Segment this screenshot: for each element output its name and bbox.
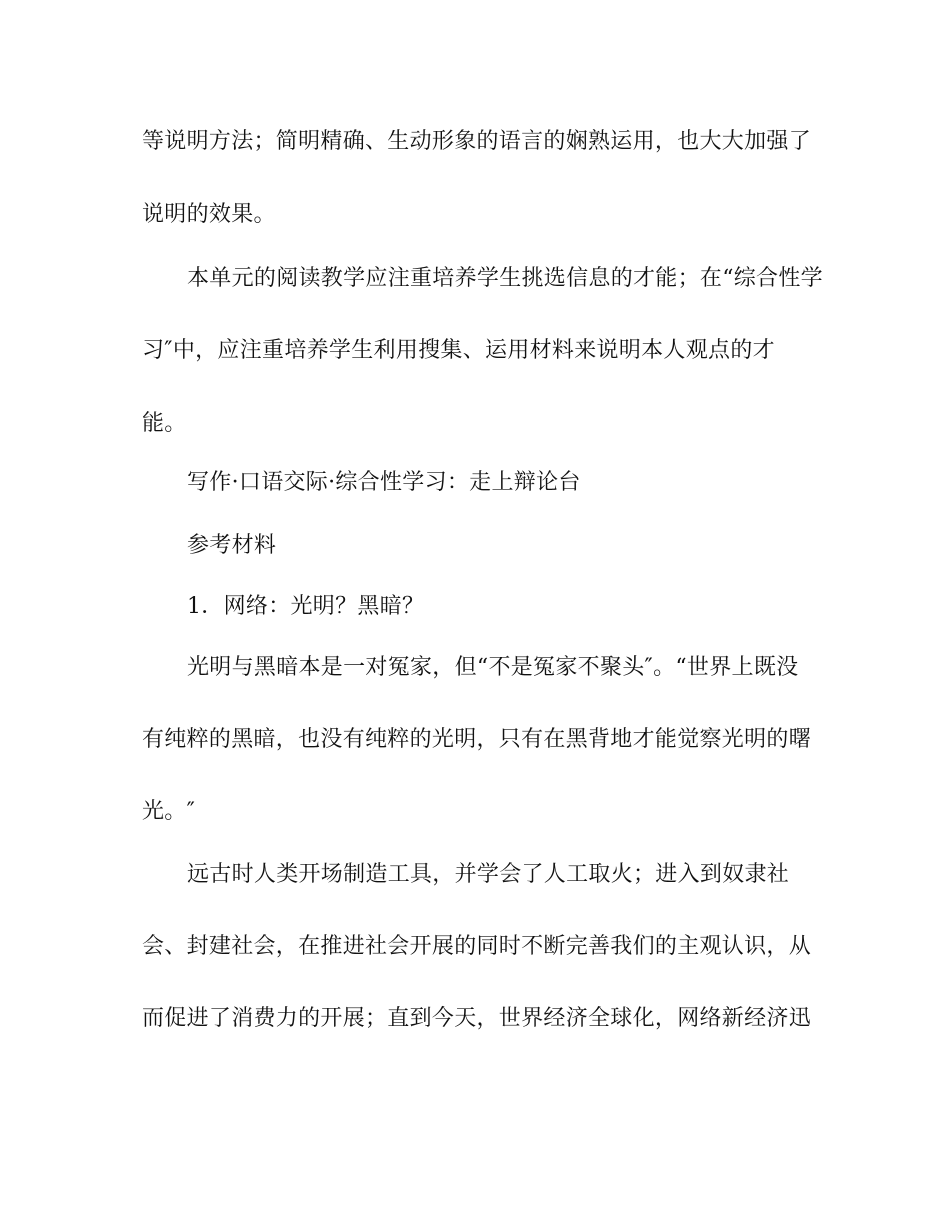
paragraph-line: 有纯粹的黑暗，也没有纯粹的光明，只有在黑背地才能觉察光明的曙	[142, 727, 812, 752]
paragraph-line: 等说明方法；简明精确、生动形象的语言的娴熟运用，也大大加强了	[142, 129, 812, 154]
paragraph-line: 说明的效果。	[142, 202, 276, 227]
paragraph-line: 远古时人类开场制造工具，并学会了人工取火；进入到奴隶社	[187, 862, 790, 887]
paragraph-line: 光明与黑暗本是一对冤家，但“不是冤家不聚头″。“世界上既没	[187, 655, 799, 680]
paragraph-line: 习″中，应注重培养学生利用搜集、运用材料来说明本人观点的才	[142, 338, 775, 363]
section-heading: 写作·口语交际·综合性学习：走上辩论台	[187, 470, 581, 495]
paragraph-line: 本单元的阅读教学应注重培养学生挑选信息的才能；在“综合性学	[187, 266, 823, 291]
paragraph-line: 而促进了消费力的开展；直到今天，世界经济全球化，网络新经济迅	[142, 1006, 812, 1031]
subsection-heading: 参考材料	[187, 533, 277, 558]
item-heading: 1．网络：光明？黑暗？	[187, 594, 425, 619]
paragraph-line: 会、封建社会，在推进社会开展的同时不断完善我们的主观认识，从	[142, 934, 812, 959]
paragraph-line: 能。	[142, 411, 187, 436]
paragraph-line: 光。″	[142, 799, 196, 824]
